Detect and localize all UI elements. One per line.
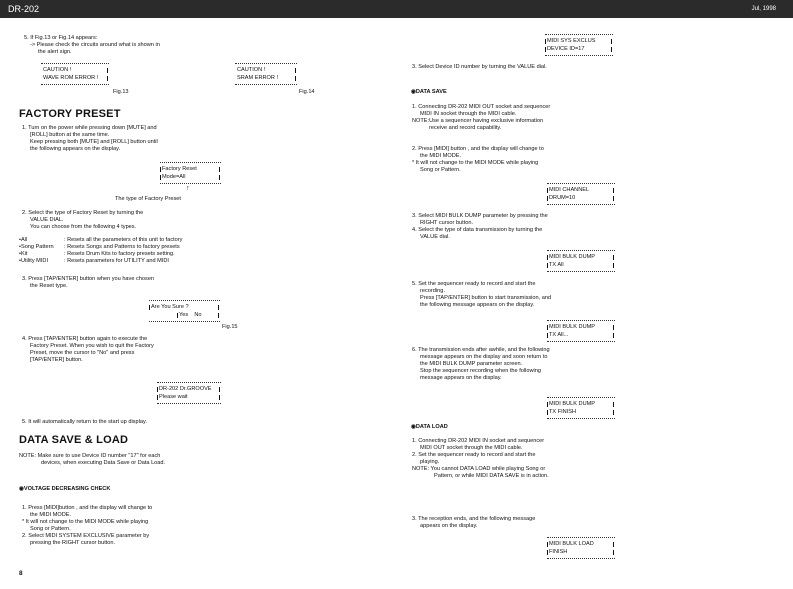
lcd-line: DEVICE ID=17 <box>547 46 585 52</box>
text-line: Preset, move the cursor to "No" and press <box>30 350 135 356</box>
document-date: Jul, 1998 <box>751 6 776 12</box>
text-line: the MIDI MODE. <box>30 512 72 518</box>
text-line: Pattern, or while MIDI DATA SAVE is in action. <box>434 473 549 479</box>
lcd-line: FINISH <box>549 549 568 555</box>
lcd-line: DRUM=10 <box>549 195 576 201</box>
lcd-line: MIDI BULK DUMP <box>549 324 595 330</box>
text-line: 2. Set the sequencer ready to record and start the <box>412 452 536 458</box>
text-line: receive and record capability. <box>429 125 502 131</box>
text-line: 1. Connecting DR-202 MIDI IN socket and sequencer <box>412 438 545 444</box>
lcd-line: DR-202 Dr.GROOVE <box>159 386 212 392</box>
text-line: 1. Press [MIDI]button , and the display will change to <box>22 505 153 511</box>
text-line: 2. Select the type of Factory Reset by turning the <box>22 210 144 216</box>
text-line: RIGHT cursor button. <box>420 220 474 226</box>
save-step2 <box>412 146 544 174</box>
text-line: Stop the sequencer recording when the following <box>420 368 541 374</box>
text-line: the MIDI BULK DUMP parameter screen. <box>420 361 523 367</box>
text-line: Song or Pattern. <box>30 526 71 532</box>
lcd-midi-channel <box>547 183 615 205</box>
page-number: 8 <box>19 570 23 577</box>
lcd-line: TX All <box>549 262 564 268</box>
text-line: You can choose from the following 4 types. <box>30 224 137 230</box>
text-line: * It will not change to the MIDI MODE while playing <box>412 160 539 166</box>
fig15-caption: Fig.15 <box>222 324 238 330</box>
text-line: 3. The reception ends, and the following message <box>412 516 536 522</box>
fig-intro <box>24 35 160 56</box>
lcd-line: Yes No <box>179 312 202 318</box>
factory-preset-title: FACTORY PRESET <box>19 108 121 120</box>
factory-step1 <box>22 125 158 153</box>
voltage-check-heading: ◉VOLTAGE DECREASING CHECK <box>19 486 111 492</box>
text-line: * It will not change to the MIDI MODE while playing <box>22 519 149 525</box>
factory-step5: 5. It will automatically return to the start up display. <box>22 419 147 425</box>
lcd-line: WAVE ROM ERROR ! <box>43 75 99 81</box>
header-bar <box>0 0 793 18</box>
text-line: playing. <box>420 459 440 465</box>
lcd-line: Factory Reset <box>162 166 197 172</box>
save-step6 <box>412 347 550 382</box>
lcd-please-wait <box>157 382 221 404</box>
lcd-line: MIDI BULK LOAD <box>549 541 594 547</box>
text-line: [TAP/ENTER] button. <box>30 357 83 363</box>
factory-type-caption: The type of Factory Preset <box>115 196 181 202</box>
lcd-line: CAUTION ! <box>43 67 72 73</box>
text-line: 3. Select MIDI BULK DUMP parameter by pressing the <box>412 213 548 219</box>
text-line: NOTE:Use a sequencer having exclusive information <box>412 118 544 124</box>
lcd-line: CAUTION ! <box>237 67 266 73</box>
lcd-tx-finish <box>547 397 615 419</box>
text-line: 4. Press [TAP/ENTER] button again to execute the <box>22 336 148 342</box>
lcd-line: Are You Sure ? <box>151 304 189 310</box>
data-load-heading: ◉DATA LOAD <box>411 424 448 430</box>
lcd-line: TX All... <box>549 332 569 338</box>
load-step3 <box>412 516 535 530</box>
text-line: Press [TAP/ENTER] button to start transmission, and <box>420 295 552 301</box>
lcd-fig14 <box>235 63 297 85</box>
type-item: •Utility MIDI : Resets parameters for UTILITY and MIDI <box>19 258 169 264</box>
fig-intro-line: 5. If Fig.13 or Fig.14 appears: <box>24 35 98 41</box>
lcd-are-you-sure <box>149 300 220 322</box>
model-name: DR-202 <box>8 4 40 14</box>
lcd-bulk-load-finish <box>547 537 615 559</box>
lcd-fig13 <box>41 63 109 85</box>
lcd-line: TX FINISH <box>549 409 577 415</box>
text-line: 5. Set the sequencer ready to record and start the <box>412 281 536 287</box>
text-line: MIDI IN socket through the MIDI cable. <box>420 111 517 117</box>
fig13-caption: Fig.13 <box>113 89 129 95</box>
text-line: pressing the RIGHT cursor button. <box>30 540 116 546</box>
text-line: Keep pressing both [MUTE] and [ROLL] button until <box>30 139 158 145</box>
lcd-line: Mode=All <box>162 174 186 180</box>
up-arrow-icon: ↑ <box>186 185 190 192</box>
data-save-load-note <box>19 453 165 467</box>
text-line: Song or Pattern. <box>420 167 461 173</box>
lcd-line: Please wait <box>159 394 188 400</box>
lcd-bulk-dump-tx-all <box>547 250 615 272</box>
text-line: appears on the display. <box>420 523 478 529</box>
save-step5 <box>412 281 551 309</box>
save-step3-4 <box>412 213 548 241</box>
text-line: the Reset type. <box>30 283 68 289</box>
text-line: 2. Press [MIDI] button , and the display will change to <box>412 146 544 152</box>
text-line: NOTE: You cannot DATA LOAD while playing Song or <box>412 466 546 472</box>
save-step1 <box>412 104 550 132</box>
lcd-line: MIDI BULK DUMP <box>549 401 595 407</box>
lcd-line: MIDI CHANNEL <box>549 187 590 193</box>
lcd-line: SRAM ERROR ! <box>237 75 279 81</box>
lcd-factory-reset <box>160 162 221 184</box>
text-line: NOTE: Make sure to use Device ID number "17" for each <box>19 453 161 459</box>
text-line: message appears on the display and soon return to <box>420 354 548 360</box>
step3-device-id: 3. Select Device ID number by turning the VALUE dial. <box>412 64 547 70</box>
text-line: 1. Turn on the power while pressing down [MUTE] and <box>22 125 157 131</box>
lcd-line: MIDI BULK DUMP <box>549 254 595 260</box>
lcd-line: MIDI SYS EXCLUS <box>547 38 596 44</box>
text-line: 1. Connecting DR-202 MIDI OUT socket and sequencer <box>412 104 551 110</box>
voltage-steps <box>22 505 152 547</box>
text-line: MIDI OUT socket through the MIDI cable. <box>420 445 523 451</box>
text-line: the following message appears on the display. <box>420 302 535 308</box>
factory-step4 <box>22 336 180 364</box>
text-line: [ROLL] button at the same time. <box>30 132 110 138</box>
text-line: 4. Select the type of data transmission by turning the <box>412 227 543 233</box>
fig-intro-line: -> Please check the circuits around what is shown in <box>30 42 160 48</box>
text-line: VALUE DIAL. <box>30 217 64 223</box>
text-line: devices, when executing Data Save or Data Load. <box>41 460 166 466</box>
text-line: 2. Select MIDI SYSTEM EXCLUSIVE parameter by <box>22 533 150 539</box>
text-line: 3. Press [TAP/ENTER] button when you have chosen <box>22 276 155 282</box>
type-item: •Kit : Resets Drum Kits to factory presets setting. <box>19 251 175 257</box>
text-line: the MIDI MODE. <box>420 153 462 159</box>
load-steps <box>412 438 549 480</box>
type-item: •Song Pattern : Resets Songs and Patterns to factory presets <box>19 244 180 250</box>
text-line: recording. <box>420 288 445 294</box>
lcd-sysex <box>545 34 613 56</box>
data-save-heading: ◉DATA SAVE <box>411 89 447 95</box>
fig14-caption: Fig.14 <box>299 89 315 95</box>
text-line: 6. The transmission ends after awhile, and the following <box>412 347 550 353</box>
text-line: VALUE dial. <box>420 234 450 240</box>
text-line: the following appears on the display. <box>30 146 121 152</box>
data-save-load-title: DATA SAVE & LOAD <box>19 434 129 446</box>
text-line: message appears on the display. <box>420 375 502 381</box>
fig-intro-line: the alert sign. <box>38 49 72 55</box>
factory-types-list <box>19 237 182 265</box>
factory-step3 <box>22 276 154 290</box>
factory-step2 <box>22 210 143 231</box>
type-item: •All : Resets all the parameters of this unit to factory <box>19 237 183 243</box>
text-line: Factory Preset. When you wish to quit the Factory <box>30 343 154 349</box>
lcd-bulk-dump-transmitting <box>547 320 615 342</box>
